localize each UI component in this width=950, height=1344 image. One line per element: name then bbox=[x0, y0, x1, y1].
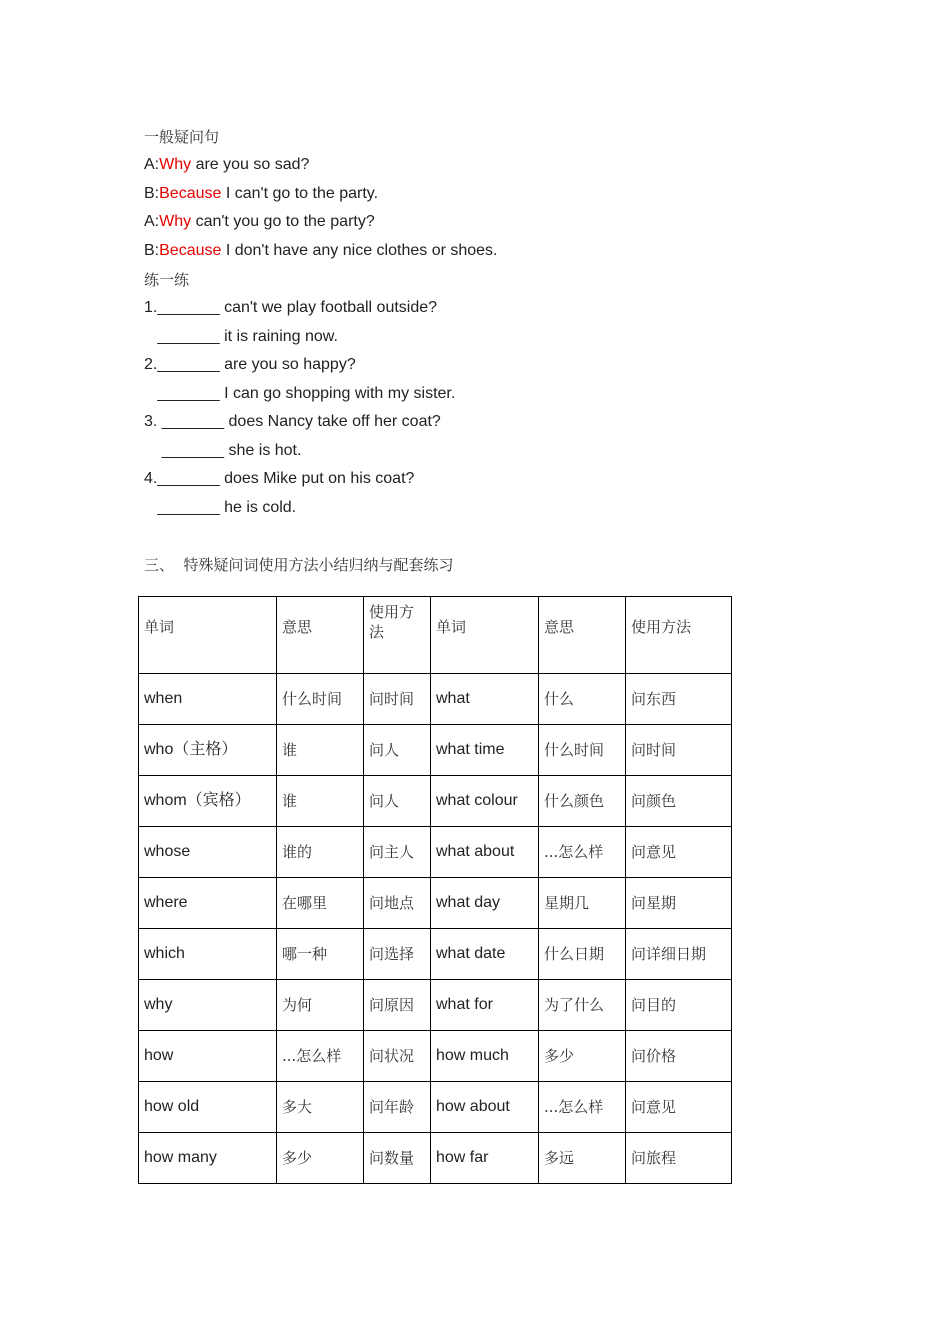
table-row bbox=[139, 1082, 732, 1133]
table-header-cell: 使用方法 bbox=[626, 597, 732, 674]
table-cell: 什么日期 bbox=[539, 929, 626, 980]
table-row bbox=[139, 929, 732, 980]
table-cell: 谁的 bbox=[277, 827, 364, 878]
dialogue-line-1: A:Why are you so sad? bbox=[144, 156, 310, 173]
table-cell: 多少 bbox=[277, 1133, 364, 1184]
section-title-general-questions: 一般疑问句 bbox=[144, 128, 220, 146]
table-cell: 多少 bbox=[539, 1031, 626, 1082]
table-cell: whom（宾格） bbox=[139, 776, 277, 827]
table-row bbox=[139, 827, 732, 878]
table-row bbox=[139, 980, 732, 1031]
table-cell: how bbox=[139, 1031, 277, 1082]
table-cell: ...怎么样 bbox=[539, 827, 626, 878]
table-cell: how old bbox=[139, 1082, 277, 1133]
table-cell: how about bbox=[431, 1082, 539, 1133]
practice-item: _______ I can go shopping with my sister. bbox=[144, 385, 456, 402]
table-cell: 问原因 bbox=[364, 980, 431, 1031]
table-cell: 问状况 bbox=[364, 1031, 431, 1082]
table-cell: when bbox=[139, 674, 277, 725]
table-cell: 问时间 bbox=[364, 674, 431, 725]
table-cell: 问选择 bbox=[364, 929, 431, 980]
table-cell: why bbox=[139, 980, 277, 1031]
table-cell: 为了什么 bbox=[539, 980, 626, 1031]
table-row bbox=[139, 1031, 732, 1082]
question-keyword: Why bbox=[159, 156, 192, 173]
table-cell: what day bbox=[431, 878, 539, 929]
table-cell: how far bbox=[431, 1133, 539, 1184]
section-title-wh-questions: 三、 特殊疑问词使用方法小结归纳与配套练习 bbox=[144, 556, 454, 574]
table-cell: 什么时间 bbox=[539, 725, 626, 776]
table-row bbox=[139, 674, 732, 725]
table-row bbox=[139, 776, 732, 827]
answer-keyword: Because bbox=[159, 185, 222, 202]
table-row bbox=[139, 1133, 732, 1184]
table-header-cell: 意思 bbox=[277, 597, 364, 674]
table-header-cell: 使用方 法 bbox=[364, 597, 431, 674]
practice-item: 2._______ are you so happy? bbox=[144, 356, 356, 373]
wh-words-table bbox=[138, 596, 732, 1184]
practice-item: _______ he is cold. bbox=[144, 499, 297, 516]
table-cell: how many bbox=[139, 1133, 277, 1184]
table-cell: 星期几 bbox=[539, 878, 626, 929]
table-cell: 问旅程 bbox=[626, 1133, 732, 1184]
table-cell: 谁 bbox=[277, 725, 364, 776]
table-cell: ...怎么样 bbox=[277, 1031, 364, 1082]
table-cell: 问详细日期 bbox=[626, 929, 732, 980]
table-cell: 问意见 bbox=[626, 827, 732, 878]
table-header-row bbox=[139, 597, 732, 674]
table-cell: 为何 bbox=[277, 980, 364, 1031]
table-cell: 问人 bbox=[364, 725, 431, 776]
table-header-cell: 单词 bbox=[431, 597, 539, 674]
table-cell: 问时间 bbox=[626, 725, 732, 776]
table-cell: 什么 bbox=[539, 674, 626, 725]
table-cell: 多远 bbox=[539, 1133, 626, 1184]
dialogue-line-4: B:Because I don't have any nice clothes or shoes. bbox=[144, 242, 498, 259]
practice-item: 4._______ does Mike put on his coat? bbox=[144, 470, 415, 487]
table-cell: 谁 bbox=[277, 776, 364, 827]
table-cell: 问年龄 bbox=[364, 1082, 431, 1133]
practice-item: 1._______ can't we play football outside? bbox=[144, 299, 438, 316]
table-cell: 在哪里 bbox=[277, 878, 364, 929]
table-cell: how much bbox=[431, 1031, 539, 1082]
table-cell: 问人 bbox=[364, 776, 431, 827]
practice-item: _______ it is raining now. bbox=[144, 328, 338, 345]
table-header-cell: 意思 bbox=[539, 597, 626, 674]
table-cell: what date bbox=[431, 929, 539, 980]
table-cell: 什么颜色 bbox=[539, 776, 626, 827]
table-cell: 问东西 bbox=[626, 674, 732, 725]
table-cell: 问颜色 bbox=[626, 776, 732, 827]
practice-item: 3. _______ does Nancy take off her coat? bbox=[144, 413, 441, 430]
dialogue-line-3: A:Why can't you go to the party? bbox=[144, 213, 375, 230]
table-cell: who（主格） bbox=[139, 725, 277, 776]
table-cell: whose bbox=[139, 827, 277, 878]
table-cell: 问价格 bbox=[626, 1031, 732, 1082]
table-cell: what bbox=[431, 674, 539, 725]
table-cell: 哪一种 bbox=[277, 929, 364, 980]
table-cell: which bbox=[139, 929, 277, 980]
table-cell: what about bbox=[431, 827, 539, 878]
table-cell: 问地点 bbox=[364, 878, 431, 929]
dialogue-line-2: B:Because I can't go to the party. bbox=[144, 185, 379, 202]
question-keyword: Why bbox=[159, 213, 192, 230]
table-cell: what colour bbox=[431, 776, 539, 827]
practice-item: _______ she is hot. bbox=[144, 442, 302, 459]
practice-title: 练一练 bbox=[144, 271, 190, 289]
table-cell: 问目的 bbox=[626, 980, 732, 1031]
answer-keyword: Because bbox=[159, 242, 222, 259]
table-row bbox=[139, 878, 732, 929]
table-cell: 问主人 bbox=[364, 827, 431, 878]
table-cell: where bbox=[139, 878, 277, 929]
table-cell: 问数量 bbox=[364, 1133, 431, 1184]
table-cell: what time bbox=[431, 725, 539, 776]
table-header-cell: 单词 bbox=[139, 597, 277, 674]
table-cell: 问意见 bbox=[626, 1082, 732, 1133]
table-cell: 问星期 bbox=[626, 878, 732, 929]
table-row bbox=[139, 725, 732, 776]
table-cell: ...怎么样 bbox=[539, 1082, 626, 1133]
table-cell: 多大 bbox=[277, 1082, 364, 1133]
table-cell: what for bbox=[431, 980, 539, 1031]
table-cell: 什么时间 bbox=[277, 674, 364, 725]
